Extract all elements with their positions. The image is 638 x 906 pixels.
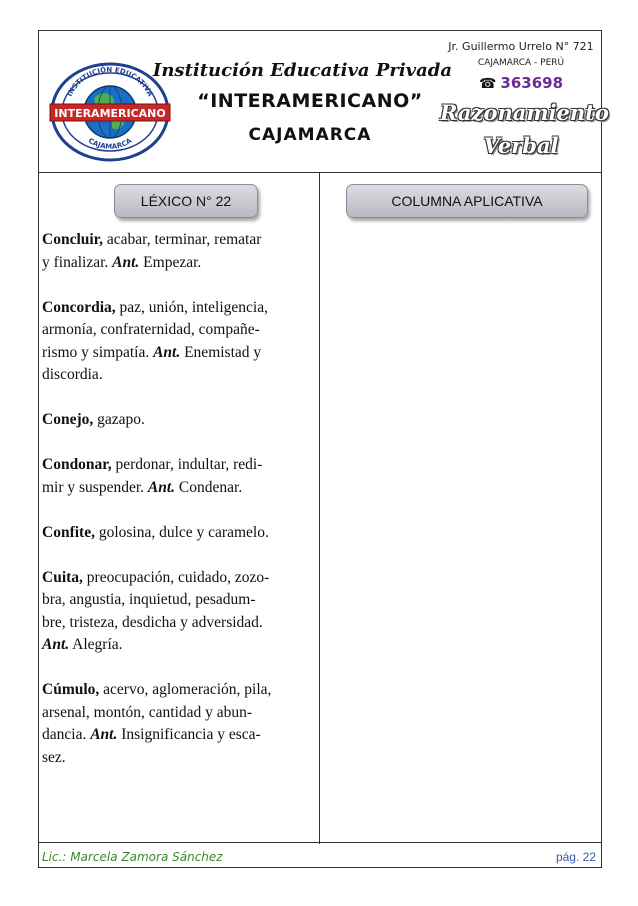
entry-term: Concluir,: [42, 231, 104, 248]
entry-line: [42, 409, 316, 432]
lexicon-entry: [42, 229, 316, 274]
address: Jr. Guillermo Urrelo N° 721: [448, 40, 594, 53]
logo-banner-text: INTERAMERICANO: [54, 107, 166, 120]
entry-text: armonía, confraternidad, compañe-: [42, 321, 260, 338]
entry-line: [42, 252, 316, 275]
entry-text: acabar, terminar, rematar: [103, 231, 262, 248]
antonym-label: Ant.: [42, 636, 70, 653]
entry-line: [42, 454, 316, 477]
entry-text: perdonar, indultar, redi-: [111, 456, 263, 473]
antonym-label: Ant.: [153, 343, 181, 361]
entry-text: acervo, aglomeración, pila,: [99, 681, 272, 698]
entry-text: y finalizar.: [42, 253, 113, 271]
entry-text: arsenal, montón, cantidad y abun-: [42, 703, 253, 721]
lexicon-heading: LÉXICO N° 22: [114, 184, 258, 218]
entry-line: [42, 477, 316, 500]
phone-value: 363698: [500, 74, 564, 92]
entry-term: Confite,: [42, 523, 95, 541]
entry-line: [42, 229, 316, 252]
entry-line: [42, 702, 316, 725]
entry-text: Alegría.: [69, 636, 123, 653]
entry-line: [42, 612, 316, 635]
entry-text: paz, unión, inteligencia,: [115, 298, 268, 316]
entry-text: Condenar.: [175, 478, 243, 496]
entry-text: Enemistad y: [180, 343, 262, 361]
lexicon-entries: [42, 229, 316, 792]
entry-line: [42, 522, 316, 545]
lexicon-entry: [42, 409, 316, 432]
entry-text: gazapo.: [93, 411, 145, 428]
antonym-label: Ant.: [90, 726, 118, 743]
entry-line: [42, 567, 316, 590]
lexicon-entry: [42, 454, 316, 499]
entry-line: [42, 747, 316, 770]
entry-line: [42, 589, 316, 612]
entry-text: Empezar.: [139, 253, 202, 271]
header-divider: [38, 172, 602, 173]
entry-line: [42, 634, 316, 657]
lexicon-entry: [42, 567, 316, 657]
entry-text: mir y suspender.: [42, 478, 148, 496]
applied-column-heading: COLUMNA APLICATIVA: [346, 184, 588, 218]
entry-term: Conejo,: [42, 411, 94, 428]
footer-divider: [38, 842, 602, 843]
entry-line: [42, 679, 316, 702]
entry-term: Cuita,: [42, 568, 83, 586]
subject-line-1: Razonamiento: [440, 100, 609, 125]
phone-icon: ☎: [478, 76, 497, 92]
lexicon-entry: [42, 679, 316, 769]
phone-number: [440, 74, 602, 92]
entry-text: bre, tristeza, desdicha y adversidad.: [42, 613, 263, 631]
entry-text: bra, angustia, inquietud, pesadum-: [42, 591, 256, 608]
logo-bottom-text: CAJAMARCA: [86, 136, 134, 151]
lexicon-entry: [42, 297, 316, 387]
entry-text: preocupación, cuidado, zozo-: [82, 568, 270, 586]
institution-name: “INTERAMERICANO”: [197, 90, 423, 112]
entry-term: Condonar,: [42, 456, 112, 473]
institution-type: Institución Educativa Privada: [152, 60, 453, 81]
entry-text: discordia.: [42, 366, 103, 383]
page-number: pág. 22: [555, 850, 596, 864]
city-country: CAJAMARCA - PERÚ: [477, 58, 565, 68]
entry-line: [42, 342, 316, 365]
entry-text: dancia.: [42, 726, 91, 743]
entry-term: Concordia,: [42, 298, 116, 316]
antonym-label: Ant.: [147, 478, 176, 496]
entry-line: [42, 724, 316, 747]
entry-text: rismo y simpatía.: [42, 343, 154, 361]
entry-line: [42, 364, 316, 387]
entry-term: Cúmulo,: [42, 681, 100, 698]
entry-line: [42, 319, 316, 342]
entry-text: Insignificancia y esca-: [117, 726, 261, 743]
logo-top-text: INSTITUCIÓN EDUCATIVA: [65, 65, 155, 98]
column-divider: [319, 172, 320, 844]
lexicon-entry: [42, 522, 316, 545]
institution-city: CAJAMARCA: [248, 125, 372, 145]
entry-line: [42, 297, 316, 320]
antonym-label: Ant.: [112, 253, 140, 271]
subject-line-2: Verbal: [483, 133, 559, 158]
entry-text: sez.: [42, 748, 66, 766]
author: Lic.: Marcela Zamora Sánchez: [42, 850, 223, 864]
entry-text: golosina, dulce y caramelo.: [94, 523, 269, 541]
